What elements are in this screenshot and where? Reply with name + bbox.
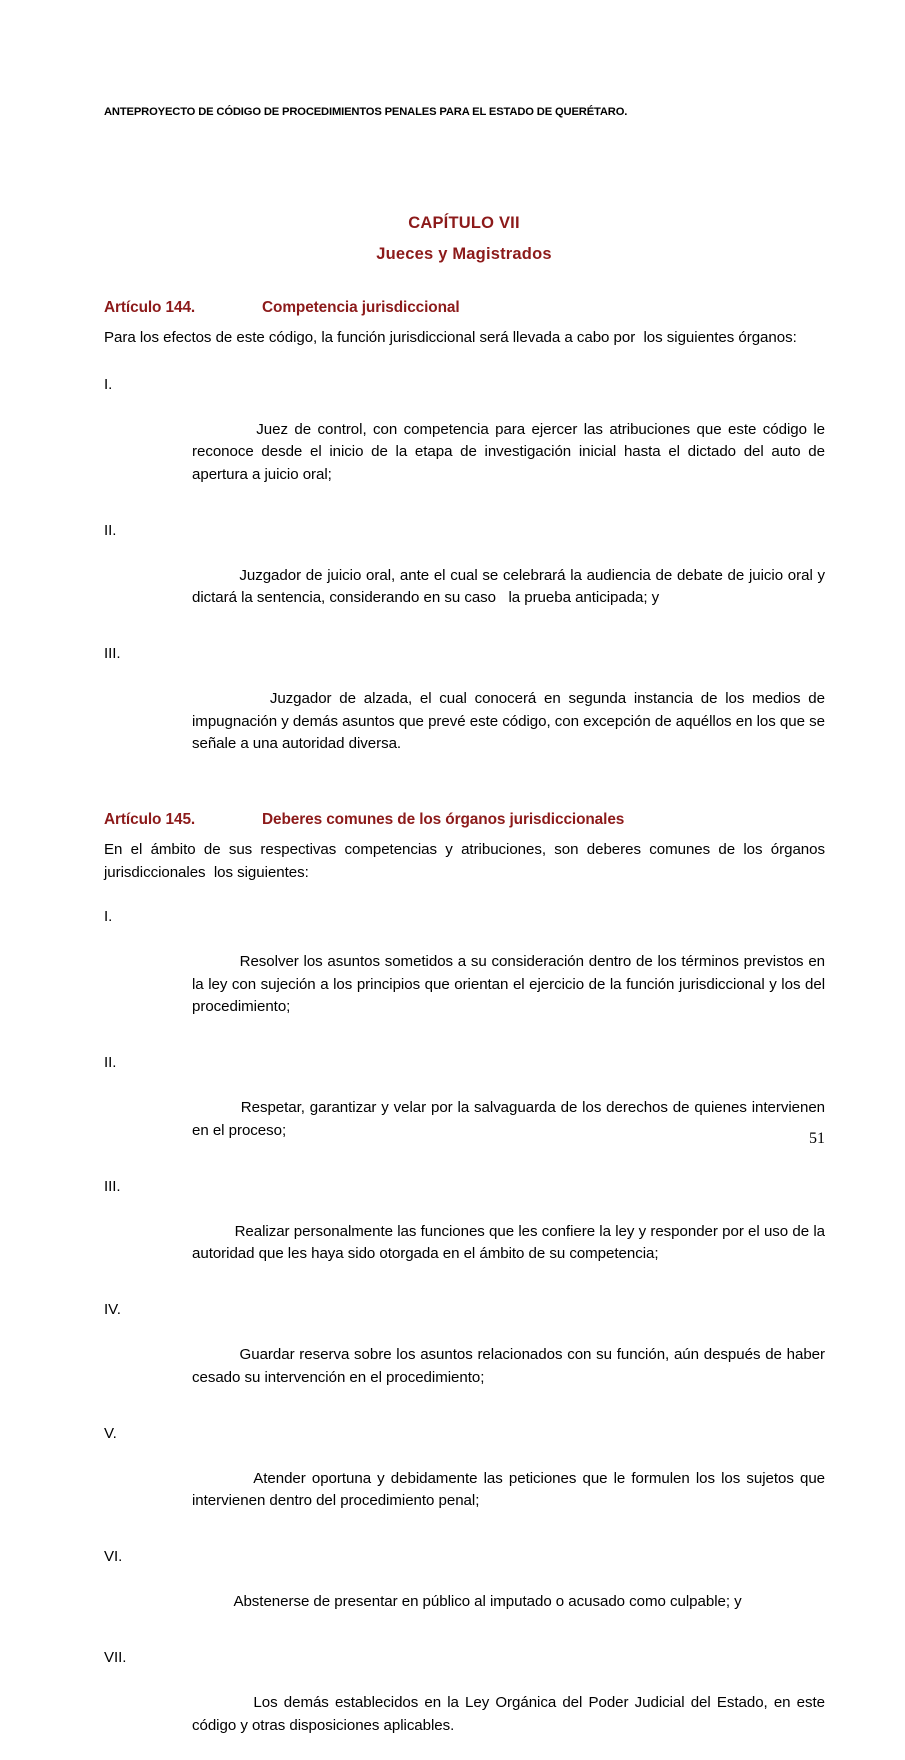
list-item	[104, 374, 830, 509]
list-item-text: Atender oportuna y debidamente las peticiones que le formulen los los sujetos que intervienen dentro del procedimiento penal;	[192, 1469, 830, 1509]
list-item-text: Resolver los asuntos sometidos a su consideración dentro de los términos previstos en la ley con sujeción a los principios que orientan el ejercicio de la función jurisdiccional y los del procedimiento;	[192, 953, 830, 1015]
list-item	[104, 1176, 830, 1289]
chapter-heading-block	[104, 208, 824, 269]
list-item-marker: VII.	[104, 1649, 127, 1666]
list-item-marker: I.	[104, 375, 113, 393]
article-145-intro: En el ámbito de sus respectivas competencias y atribuciones, son deberes comunes de los órganos jurisdiccionales los siguientes:	[104, 841, 830, 881]
list-item-marker: IV.	[104, 1301, 121, 1318]
article-145-heading	[104, 808, 825, 831]
list-item	[104, 1546, 825, 1636]
list-item-marker: VI.	[104, 1548, 123, 1565]
list-item-marker: V.	[104, 1424, 117, 1442]
article-145-block	[104, 808, 830, 1760]
list-item	[104, 643, 830, 778]
article-144-intro: Para los efectos de este código, la función jurisdiccional será llevada a cabo por los siguientes órganos:	[104, 329, 797, 346]
article-144-list	[104, 374, 838, 779]
article-144-heading	[104, 296, 825, 319]
list-item-text: Realizar personalmente las funciones que les confiere la ley y responder por el uso de la autoridad que les haya sido otorgada en el ámbito de su competencia;	[192, 1222, 830, 1262]
chapter-subtitle: Jueces y Magistrados	[376, 245, 552, 263]
list-item	[104, 906, 830, 1041]
list-item-text: Respetar, garantizar y velar por la salvaguarda de los derechos de quienes intervienen en el proceso;	[192, 1099, 830, 1139]
list-item-text: Los demás establecidos en la Ley Orgánica del Poder Judicial del Estado, en este código y otras disposiciones aplicables.	[192, 1694, 830, 1734]
list-item-marker: II.	[104, 521, 117, 539]
list-item-text: Juzgador de juicio oral, ante el cual se celebrará la audiencia de debate de juicio oral y dictará la sentencia, considerando en su caso la prueba anticipada; y	[192, 566, 838, 606]
list-item	[104, 1647, 830, 1760]
list-item	[104, 1423, 830, 1536]
article-145-name: Deberes comunes de los órganos jurisdiccionales	[262, 811, 625, 828]
list-item	[104, 1299, 830, 1412]
list-item-marker: II.	[104, 1054, 117, 1071]
article-144-name: Competencia jurisdiccional	[262, 299, 460, 316]
list-item-marker: III.	[104, 645, 121, 662]
article-145-list	[104, 906, 830, 1760]
page-number: 51	[809, 1130, 825, 1147]
document-body	[104, 296, 838, 1760]
list-item-text: Guardar reserva sobre los asuntos relacionados con su función, aún después de haber cesado su intervención en el procedimiento;	[192, 1346, 830, 1386]
article-144-block	[104, 296, 838, 778]
list-item-text: Abstenerse de presentar en público al imputado o acusado como culpable; y	[233, 1593, 742, 1610]
list-item-text: Juez de control, con competencia para ejercer las atribuciones que este código le reconoce desde el inicio de la etapa de investigación inicial hasta el dictado del auto de apertura a juicio oral;	[192, 420, 830, 483]
chapter-title: CAPÍTULO VII	[408, 214, 520, 232]
article-145-number: Artículo 145.	[104, 811, 196, 828]
list-item-marker: III.	[104, 1177, 121, 1195]
list-item-text: Juzgador de alzada, el cual conocerá en segunda instancia de los medios de impugnación y demás asuntos que prevé este código, con excepción de aquéllos en los que se señale a una autoridad diversa.	[192, 690, 830, 752]
list-item-marker: I.	[104, 908, 113, 925]
list-item	[104, 520, 838, 633]
running-header: ANTEPROYECTO DE CÓDIGO DE PROCEDIMIENTOS PENALES PARA EL ESTADO DE QUERÉTARO.	[104, 106, 628, 118]
article-144-number: Artículo 144.	[104, 299, 196, 316]
